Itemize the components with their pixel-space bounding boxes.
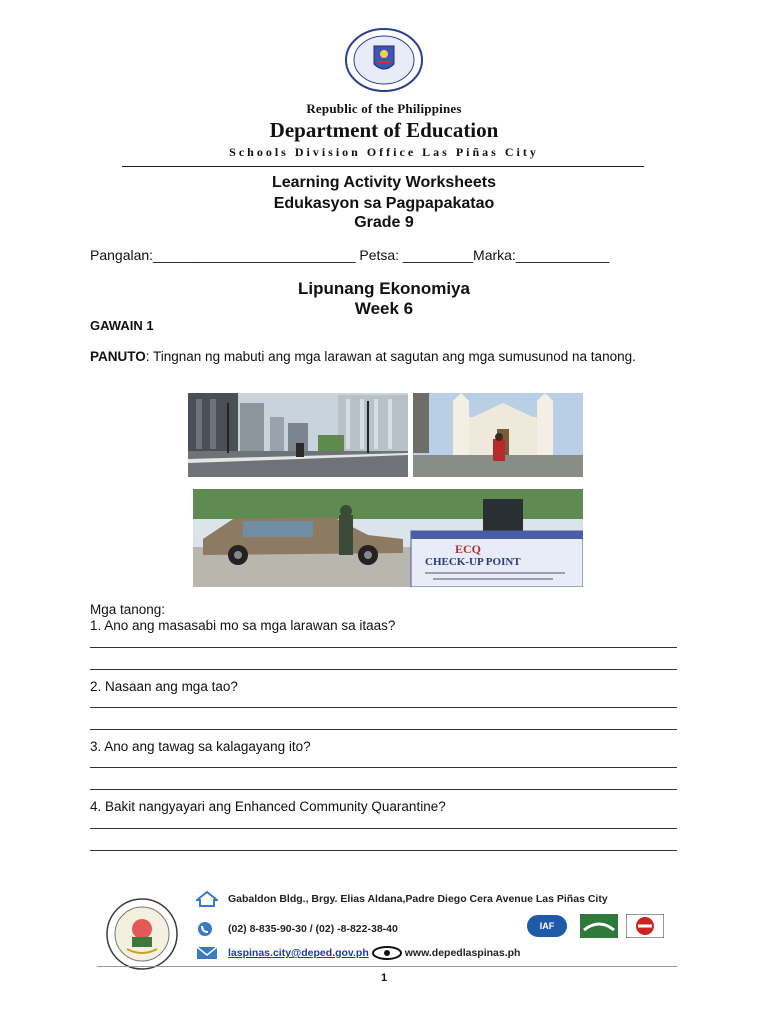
answer-line xyxy=(90,850,677,851)
footer-contact-row xyxy=(196,945,520,961)
answer-line xyxy=(90,647,677,648)
footer-phone-row xyxy=(196,921,398,937)
eye-icon xyxy=(371,946,403,960)
lesson-title: Lipunang Ekonomiya xyxy=(298,279,470,298)
republic-label: Republic of the Philippines xyxy=(306,101,462,116)
question-3: 3. Ano ang tawag sa kalagayang ito? xyxy=(90,739,311,754)
answer-line xyxy=(90,669,677,670)
instructions-label: PANUTO xyxy=(90,349,146,364)
photo-checkpoint xyxy=(193,489,583,587)
question-1: 1. Ano ang masasabi mo sa mga larawan sa itaas? xyxy=(90,618,396,633)
student-info-line: Pangalan:__________________________ Petsa: _________Marka:____________ xyxy=(90,247,610,263)
instructions xyxy=(90,348,678,365)
lesson-week: Week 6 xyxy=(354,299,414,318)
grade-title: Grade 9 xyxy=(354,214,414,231)
deped-seal-logo xyxy=(344,28,424,92)
photo-empty-street xyxy=(188,393,408,477)
footer-phone: (02) 8-835-90-30 / (02) -8-822-38-40 xyxy=(228,923,398,935)
certification-logo xyxy=(626,914,664,938)
sign-ecq-text: ECQ xyxy=(455,542,482,556)
answer-line xyxy=(90,707,677,708)
division-label: Schools Division Office Las Piñas City xyxy=(229,145,539,159)
iaf-badge xyxy=(527,915,567,937)
phone-icon xyxy=(196,921,218,937)
question-4: 4. Bakit nangyayari ang Enhanced Community Quarantine? xyxy=(90,799,446,814)
footer-address-row xyxy=(196,891,608,907)
footer-website[interactable]: www.depedlaspinas.ph xyxy=(404,947,521,959)
header-divider xyxy=(122,166,644,167)
answer-line xyxy=(90,828,677,829)
subject-title: Edukasyon sa Pagpapakatao xyxy=(273,195,495,212)
answer-line xyxy=(90,767,677,768)
answer-line xyxy=(90,789,677,790)
footer-divider xyxy=(97,966,677,967)
sign-checkpoint-text: CHECK-UP POINT xyxy=(425,556,521,568)
worksheet-title: Learning Activity Worksheets xyxy=(271,174,497,191)
footer-email[interactable]: laspinas.city@deped.gov.ph xyxy=(228,947,369,959)
page-number: 1 xyxy=(380,972,388,984)
home-icon xyxy=(196,891,218,907)
tuv-certification-logo xyxy=(580,914,618,938)
footer-address: Gabaldon Bldg., Brgy. Elias Aldana,Padre Diego Cera Avenue Las Piñas City xyxy=(228,893,608,905)
email-icon xyxy=(196,945,218,961)
questions-heading: Mga tanong: xyxy=(90,602,166,617)
iaf-badge-label: IAF xyxy=(539,921,555,931)
answer-line xyxy=(90,729,677,730)
question-2: 2. Nasaan ang mga tao? xyxy=(90,679,238,694)
division-seal-logo xyxy=(105,897,179,971)
department-title: Department of Education xyxy=(269,118,499,142)
instructions-text: : Tingnan ng mabuti ang mga larawan at sagutan ang mga sumusunod na tanong. xyxy=(145,349,636,364)
photo-church xyxy=(413,393,583,477)
activity-label: GAWAIN 1 xyxy=(90,318,154,333)
